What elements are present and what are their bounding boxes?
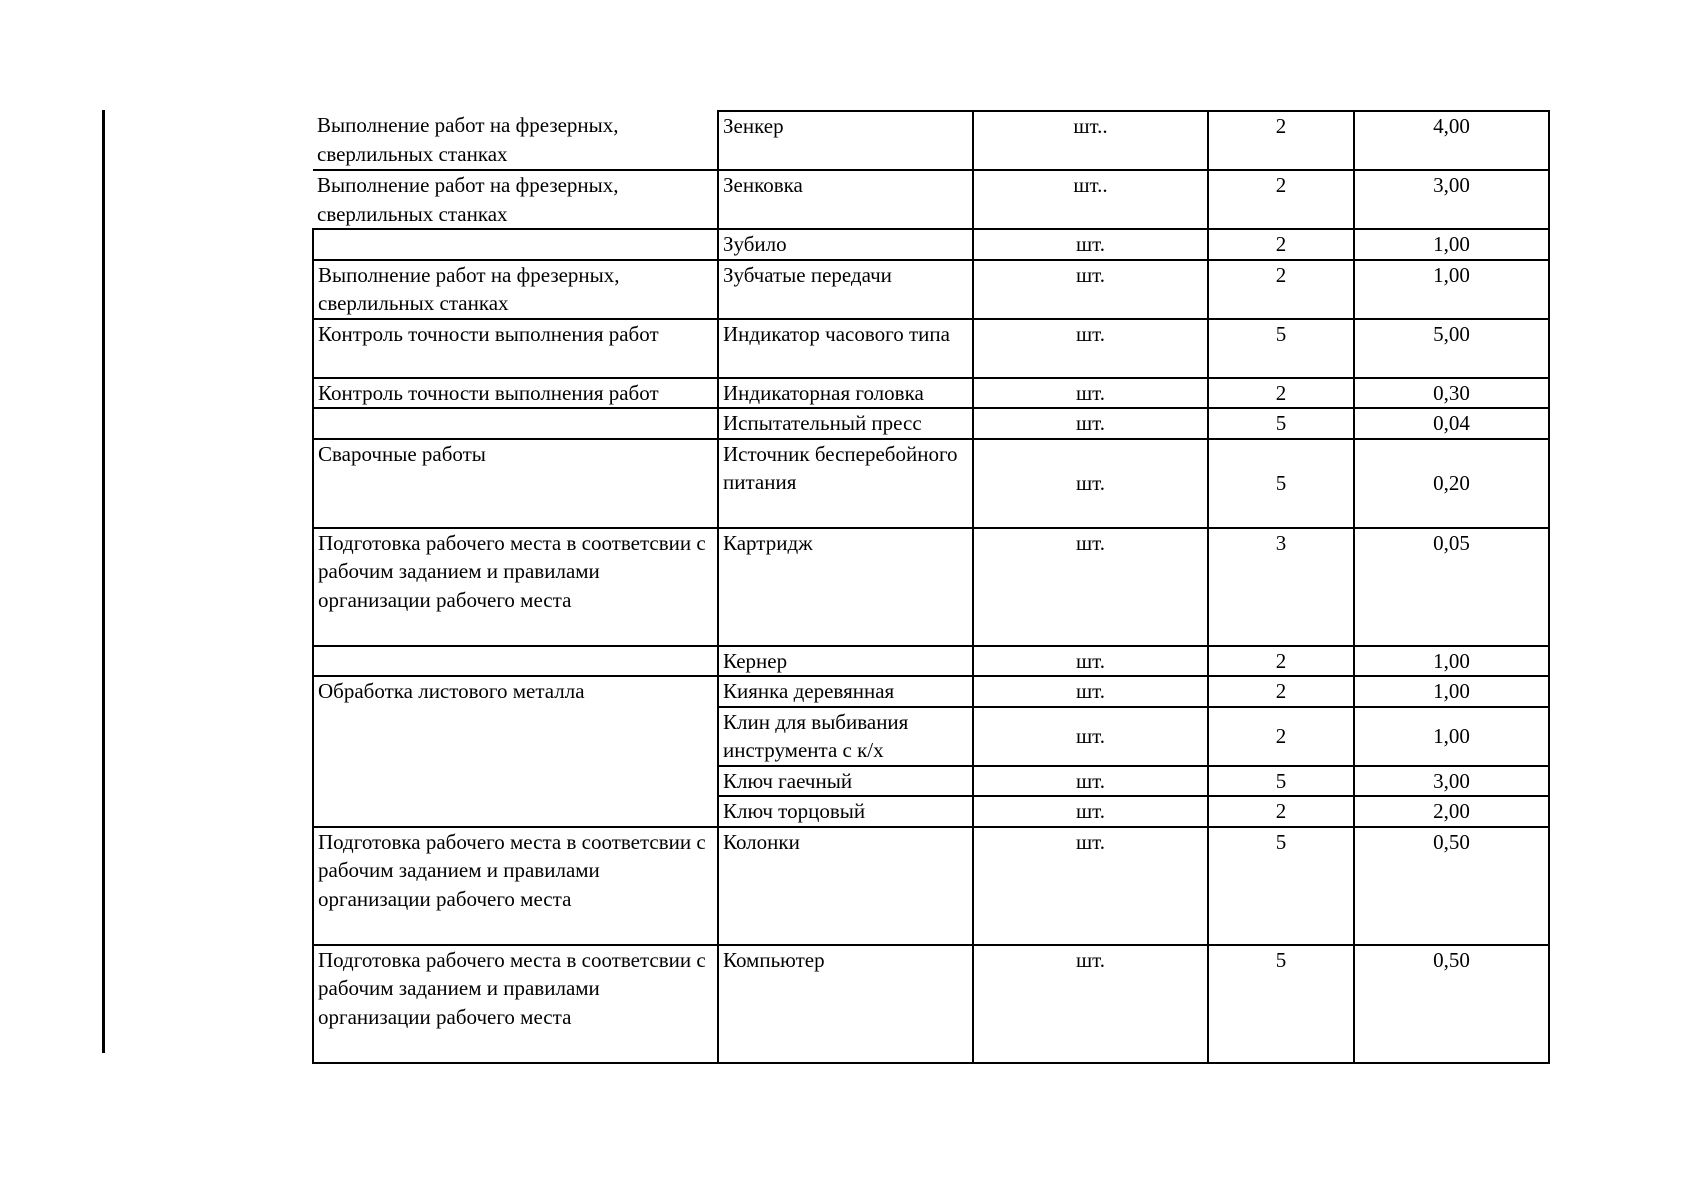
item-cell: Источник бесперебойного питания bbox=[718, 439, 973, 528]
qty-cell: 2 bbox=[1208, 646, 1354, 677]
table-row bbox=[313, 528, 1549, 646]
equipment-table bbox=[312, 110, 1550, 1064]
value-cell: 4,00 bbox=[1354, 111, 1549, 170]
activity-cell: Обработка листового металла bbox=[313, 676, 718, 707]
table-row bbox=[313, 707, 1549, 766]
qty-cell: 2 bbox=[1208, 260, 1354, 319]
table-row bbox=[313, 646, 1549, 677]
unit-cell: шт. bbox=[973, 229, 1208, 260]
value-cell: 1,00 bbox=[1354, 260, 1549, 319]
table-row bbox=[313, 229, 1549, 260]
activity-cell: Сварочные работы bbox=[313, 439, 718, 528]
table-row bbox=[313, 170, 1549, 229]
item-cell: Клин для выбивания инструмента с к/х bbox=[718, 707, 973, 766]
activity-cell: Подготовка рабочего места в соответсвии с рабочим заданием и правилами организации рабочего места bbox=[313, 827, 718, 945]
value-cell: 1,00 bbox=[1354, 707, 1549, 766]
unit-cell: шт. bbox=[973, 319, 1208, 378]
value-cell: 0,50 bbox=[1354, 827, 1549, 945]
value-cell: 1,00 bbox=[1354, 646, 1549, 677]
activity-cell bbox=[313, 707, 718, 766]
table-row bbox=[313, 111, 1549, 170]
activity-cell bbox=[313, 646, 718, 677]
qty-cell: 5 bbox=[1208, 766, 1354, 797]
activity-cell: Подготовка рабочего места в соответсвии с рабочим заданием и правилами организации рабочего места bbox=[313, 528, 718, 646]
table-row bbox=[313, 676, 1549, 707]
item-cell: Компьютер bbox=[718, 945, 973, 1063]
table-row bbox=[313, 945, 1549, 1063]
activity-cell bbox=[313, 766, 718, 797]
unit-cell: шт. bbox=[973, 827, 1208, 945]
unit-cell: шт. bbox=[973, 707, 1208, 766]
left-margin-rule bbox=[102, 110, 105, 1053]
unit-cell: шт. bbox=[973, 676, 1208, 707]
item-cell: Зенковка bbox=[718, 170, 973, 229]
item-cell: Киянка деревянная bbox=[718, 676, 973, 707]
item-cell: Картридж bbox=[718, 528, 973, 646]
item-cell: Колонки bbox=[718, 827, 973, 945]
table-row bbox=[313, 319, 1549, 378]
value-cell: 2,00 bbox=[1354, 796, 1549, 827]
value-cell: 0,30 bbox=[1354, 378, 1549, 409]
unit-cell: шт. bbox=[973, 646, 1208, 677]
unit-cell: шт. bbox=[973, 945, 1208, 1063]
item-cell: Ключ торцовый bbox=[718, 796, 973, 827]
value-cell: 3,00 bbox=[1354, 170, 1549, 229]
activity-cell bbox=[313, 408, 718, 439]
table-row bbox=[313, 827, 1549, 945]
qty-cell: 2 bbox=[1208, 378, 1354, 409]
item-cell: Испытательный пресс bbox=[718, 408, 973, 439]
unit-cell: шт. bbox=[973, 439, 1208, 528]
unit-cell: шт. bbox=[973, 378, 1208, 409]
unit-cell: шт. bbox=[973, 796, 1208, 827]
qty-cell: 5 bbox=[1208, 827, 1354, 945]
table-row bbox=[313, 439, 1549, 528]
item-cell: Зубчатые передачи bbox=[718, 260, 973, 319]
unit-cell: шт. bbox=[973, 766, 1208, 797]
qty-cell: 2 bbox=[1208, 707, 1354, 766]
qty-cell: 3 bbox=[1208, 528, 1354, 646]
item-cell: Индикаторная головка bbox=[718, 378, 973, 409]
value-cell: 1,00 bbox=[1354, 229, 1549, 260]
table-row bbox=[313, 766, 1549, 797]
value-cell: 3,00 bbox=[1354, 766, 1549, 797]
activity-cell: Подготовка рабочего места в соответсвии с рабочим заданием и правилами организации рабочего места bbox=[313, 945, 718, 1063]
activity-cell: Контроль точности выполнения работ bbox=[313, 319, 718, 378]
value-cell: 0,05 bbox=[1354, 528, 1549, 646]
activity-cell: Выполнение работ на фрезерных, сверлильных станках bbox=[313, 111, 718, 170]
activity-cell: Контроль точности выполнения работ bbox=[313, 378, 718, 409]
qty-cell: 2 bbox=[1208, 676, 1354, 707]
qty-cell: 5 bbox=[1208, 319, 1354, 378]
qty-cell: 2 bbox=[1208, 229, 1354, 260]
qty-cell: 5 bbox=[1208, 945, 1354, 1063]
activity-cell: Выполнение работ на фрезерных, сверлильных станках bbox=[313, 170, 718, 229]
unit-cell: шт. bbox=[973, 260, 1208, 319]
value-cell: 5,00 bbox=[1354, 319, 1549, 378]
qty-cell: 5 bbox=[1208, 439, 1354, 528]
table-row bbox=[313, 260, 1549, 319]
table-row bbox=[313, 796, 1549, 827]
unit-cell: шт. bbox=[973, 528, 1208, 646]
value-cell: 0,04 bbox=[1354, 408, 1549, 439]
activity-cell bbox=[313, 796, 718, 827]
activity-cell: Выполнение работ на фрезерных, сверлильных станках bbox=[313, 260, 718, 319]
qty-cell: 2 bbox=[1208, 170, 1354, 229]
value-cell: 0,20 bbox=[1354, 439, 1549, 528]
value-cell: 1,00 bbox=[1354, 676, 1549, 707]
qty-cell: 2 bbox=[1208, 796, 1354, 827]
table-row bbox=[313, 408, 1549, 439]
item-cell: Зубило bbox=[718, 229, 973, 260]
unit-cell: шт.. bbox=[973, 170, 1208, 229]
item-cell: Кернер bbox=[718, 646, 973, 677]
qty-cell: 5 bbox=[1208, 408, 1354, 439]
value-cell: 0,50 bbox=[1354, 945, 1549, 1063]
qty-cell: 2 bbox=[1208, 111, 1354, 170]
item-cell: Ключ гаечный bbox=[718, 766, 973, 797]
item-cell: Индикатор часового типа bbox=[718, 319, 973, 378]
table-row bbox=[313, 378, 1549, 409]
unit-cell: шт.. bbox=[973, 111, 1208, 170]
unit-cell: шт. bbox=[973, 408, 1208, 439]
activity-cell bbox=[313, 229, 718, 260]
item-cell: Зенкер bbox=[718, 111, 973, 170]
